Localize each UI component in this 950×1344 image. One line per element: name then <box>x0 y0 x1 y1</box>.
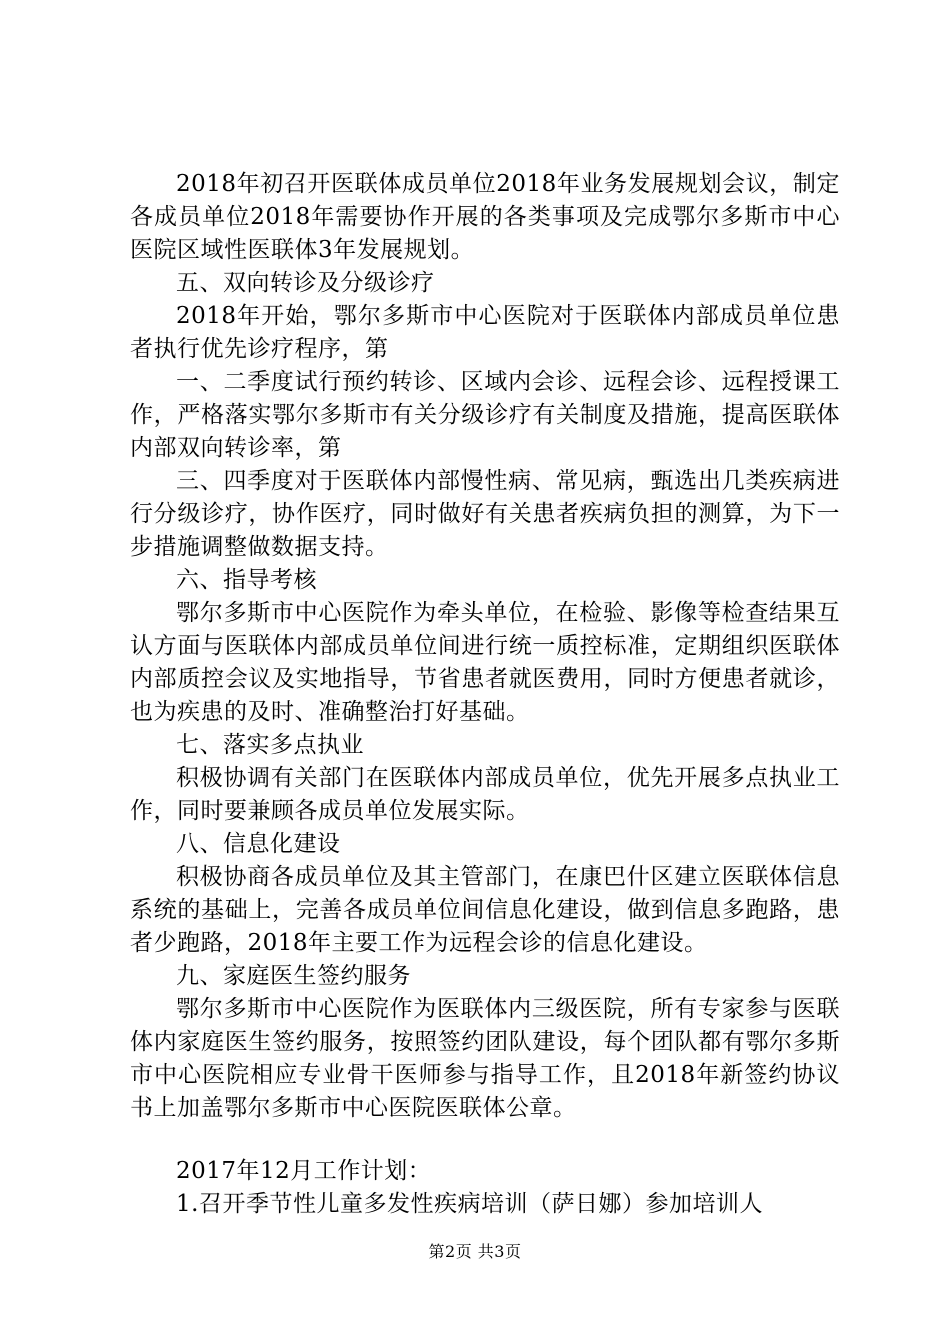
paragraph-guidance: 鄂尔多斯市中心医院作为牵头单位，在检验、影像等检查结果互认方面与医联体内部成员单位间进行统一质控标准，定期组织医联体内部质控会议及实地指导，节省患者就医费用，同时方便患者就诊，也为疾患的及时、准确整治打好基础。 <box>130 600 840 725</box>
document-body <box>130 168 840 1221</box>
paragraph-informatization: 积极协商各成员单位及其主管部门，在康巴什区建立医联体信息系统的基础上，完善各成员单位间信息化建设，做到信息多跑路，患者少跑路，2018年主要工作为远程会诊的信息化建设。 <box>130 864 840 956</box>
page-footer: 第2页 共3页 <box>428 1242 522 1261</box>
paragraph-family-doctor: 鄂尔多斯市中心医院作为医联体内三级医院，所有专家参与医联体内家庭医生签约服务，按照签约团队建设，每个团队都有鄂尔多斯市中心医院相应专业骨干医师参与指导工作，且2018年新签约协议书上加盖鄂尔多斯市中心医院医联体公章。 <box>130 996 840 1121</box>
paragraph-referral-q3q4: 三、四季度对于医联体内部慢性病、常见病，甄选出几类疾病进行分级诊疗，协作医疗，同时做好有关患者疾病负担的测算，为下一步措施调整做数据支持。 <box>130 468 840 560</box>
paragraph-referral-start: 2018年开始，鄂尔多斯市中心医院对于医联体内部成员单位患者执行优先诊疗程序，第 <box>130 303 840 362</box>
paragraph-december-plan-item-1: 1.召开季节性儿童多发性疾病培训（萨日娜）参加培训人 <box>176 1191 763 1217</box>
heading-multisite-practice: 七、落实多点执业 <box>176 732 364 758</box>
heading-referral: 五、双向转诊及分级诊疗 <box>176 270 435 296</box>
section-gap <box>130 1125 840 1155</box>
heading-family-doctor: 九、家庭医生签约服务 <box>176 963 411 989</box>
heading-informatization: 八、信息化建设 <box>176 831 341 857</box>
paragraph-multisite-practice: 积极协调有关部门在医联体内部成员单位，优先开展多点执业工作，同时要兼顾各成员单位发展实际。 <box>130 765 840 824</box>
paragraph-referral-q1q2: 一、二季度试行预约转诊、区域内会诊、远程会诊、远程授课工作，严格落实鄂尔多斯市有关分级诊疗有关制度及措施，提高医联体内部双向转诊率，第 <box>130 369 840 461</box>
paragraph-december-plan-title: 2017年12月工作计划： <box>176 1158 432 1184</box>
heading-guidance: 六、指导考核 <box>176 567 317 593</box>
paragraph-annual-planning: 2018年初召开医联体成员单位2018年业务发展规划会议，制定各成员单位2018年需要协作开展的各类事项及完成鄂尔多斯市中心医院区域性医联体3年发展规划。 <box>130 171 840 263</box>
